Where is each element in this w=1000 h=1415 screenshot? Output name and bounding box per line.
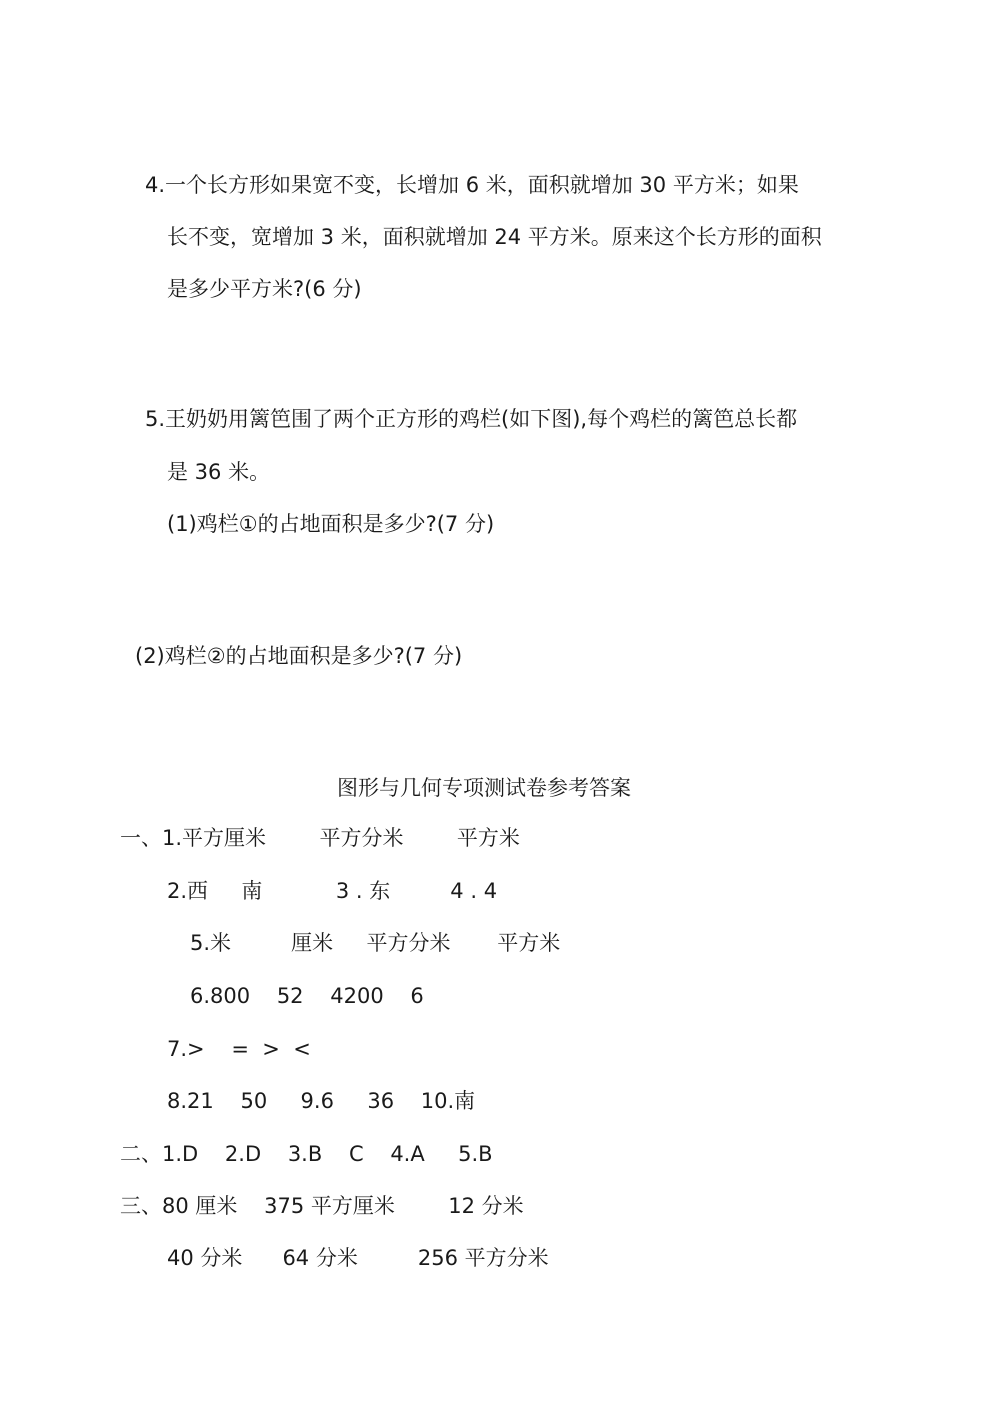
- answer-line: 6.800 52 4200 6: [190, 984, 424, 1008]
- answer-line: 二、1.D 2.D 3.B C 4.A 5.B: [120, 1142, 493, 1166]
- answer-line: 40 分米 64 分米 256 平方分米: [167, 1246, 549, 1270]
- answer-line: 7.> = > <: [167, 1037, 311, 1061]
- problem-5-line-2: 是 36 米。: [167, 460, 271, 484]
- problem-4-line-2: 长不变，宽增加 3 米，面积就增加 24 平方米。原来这个长方形的面积: [167, 225, 822, 249]
- answer-key-title: 图形与几何专项测试卷参考答案: [337, 776, 631, 800]
- answer-line: 5.米 厘米 平方分米 平方米: [190, 931, 561, 955]
- answer-line: 2.西 南 3 . 东 4 . 4: [167, 879, 498, 903]
- answer-line: 一、1.平方厘米 平方分米 平方米: [120, 826, 520, 850]
- problem-5-question-2: (2)鸡栏②的占地面积是多少?(7 分): [135, 644, 463, 668]
- problem-5-line-1: 5.王奶奶用篱笆围了两个正方形的鸡栏(如下图),每个鸡栏的篱笆总长都: [145, 407, 798, 431]
- answer-line: 8.21 50 9.6 36 10.南: [167, 1089, 476, 1113]
- problem-4-line-1: 4.一个长方形如果宽不变，长增加 6 米，面积就增加 30 平方米；如果: [145, 173, 799, 197]
- problem-4-line-3: 是多少平方米?(6 分): [167, 277, 362, 301]
- answer-line: 三、80 厘米 375 平方厘米 12 分米: [120, 1194, 524, 1218]
- problem-5-question-1: (1)鸡栏①的占地面积是多少?(7 分): [167, 512, 495, 536]
